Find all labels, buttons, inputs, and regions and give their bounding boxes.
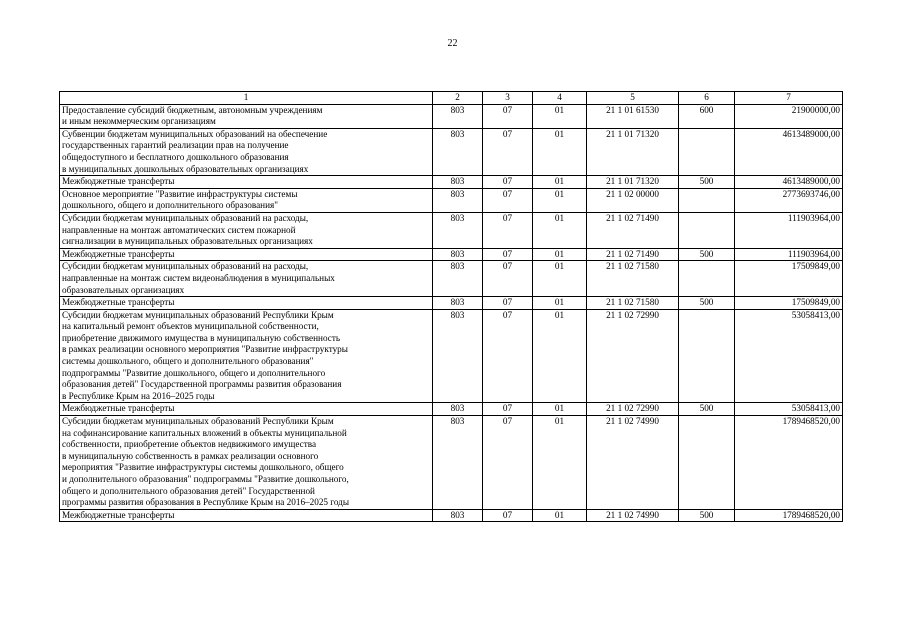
row-name-cell: Предоставление субсидий бюджетным, автономным учреждениям и иным некоммерческим организациям — [60, 104, 433, 128]
row-section-cell: 07 — [483, 261, 533, 297]
row-code-cell: 803 — [433, 128, 483, 175]
row-target-article-cell: 21 1 02 71490 — [587, 248, 679, 261]
row-name-cell: Основное мероприятие "Развитие инфраструктуры системы дошкольного, общего и дополнительного образования" — [60, 188, 433, 212]
table-row — [60, 261, 843, 297]
row-sum-cell: 17509849,00 — [735, 297, 843, 310]
row-subsection-cell: 01 — [533, 176, 587, 189]
row-name-cell: Субсидии бюджетам муниципальных образований на расходы, направленные на монтаж систем видеонаблюдения в муниципальных образовательных организациях — [60, 261, 433, 297]
table-row — [60, 128, 843, 175]
table-row — [60, 176, 843, 189]
header-row — [60, 92, 843, 105]
row-sum-cell: 21900000,00 — [735, 104, 843, 128]
row-target-article-cell: 21 1 02 74990 — [587, 416, 679, 510]
row-sum-cell: 53058413,00 — [735, 309, 843, 403]
row-sum-cell: 1789468520,00 — [735, 509, 843, 522]
row-code-cell: 803 — [433, 297, 483, 310]
row-section-cell: 07 — [483, 509, 533, 522]
row-name-cell: Субсидии бюджетам муниципальных образований Республики Крым на софинансирование капитальных вложений в объекты муниципальной собственности, приобретение объектов недвижимого имущества в муниципальную собственность в рамках реализации основного мероприятия "Развитие инфраструктуры системы дошкольного, общего и дополнительного образования" подпрограммы "Развитие дошкольного, общего и дополнительного образования детей" Государственной программы развития образования в Республике Крым на 2016–2025 годы — [60, 416, 433, 510]
table-row — [60, 403, 843, 416]
row-section-cell: 07 — [483, 297, 533, 310]
row-target-article-cell: 21 1 02 72990 — [587, 309, 679, 403]
table-row — [60, 416, 843, 510]
header-col-2: 2 — [433, 92, 483, 105]
row-name-cell: Межбюджетные трансферты — [60, 176, 433, 189]
row-section-cell: 07 — [483, 212, 533, 248]
row-code-cell: 803 — [433, 248, 483, 261]
row-name-cell: Межбюджетные трансферты — [60, 403, 433, 416]
row-target-article-cell: 21 1 02 71580 — [587, 297, 679, 310]
row-target-article-cell: 21 1 02 74990 — [587, 509, 679, 522]
row-code-cell: 803 — [433, 416, 483, 510]
row-subsection-cell: 01 — [533, 509, 587, 522]
row-code-cell: 803 — [433, 104, 483, 128]
row-section-cell: 07 — [483, 309, 533, 403]
row-subsection-cell: 01 — [533, 104, 587, 128]
row-sum-cell: 53058413,00 — [735, 403, 843, 416]
row-subsection-cell: 01 — [533, 261, 587, 297]
row-name-cell: Субвенции бюджетам муниципальных образований на обеспечение государственных гарантий реализации прав на получение общедоступного и бесплатного дошкольного образования в муниципальных дошкольных образовательных организациях — [60, 128, 433, 175]
row-expense-type-cell — [679, 261, 735, 297]
row-expense-type-cell: 500 — [679, 248, 735, 261]
row-sum-cell: 1789468520,00 — [735, 416, 843, 510]
row-target-article-cell: 21 1 02 71490 — [587, 212, 679, 248]
row-subsection-cell: 01 — [533, 248, 587, 261]
row-section-cell: 07 — [483, 248, 533, 261]
row-expense-type-cell — [679, 416, 735, 510]
table-body — [60, 104, 843, 522]
row-target-article-cell: 21 1 01 61530 — [587, 104, 679, 128]
row-name-cell: Межбюджетные трансферты — [60, 248, 433, 261]
header-col-6: 6 — [679, 92, 735, 105]
row-sum-cell: 111903964,00 — [735, 212, 843, 248]
row-name-cell: Субсидии бюджетам муниципальных образований на расходы, направленные на монтаж автоматических систем пожарной сигнализации в муниципальных образовательных организациях — [60, 212, 433, 248]
row-expense-type-cell — [679, 309, 735, 403]
row-target-article-cell: 21 1 01 71320 — [587, 128, 679, 175]
header-col-5: 5 — [587, 92, 679, 105]
row-name-cell: Межбюджетные трансферты — [60, 509, 433, 522]
table-row — [60, 297, 843, 310]
row-expense-type-cell — [679, 128, 735, 175]
row-expense-type-cell — [679, 188, 735, 212]
row-sum-cell: 17509849,00 — [735, 261, 843, 297]
row-target-article-cell: 21 1 01 71320 — [587, 176, 679, 189]
row-expense-type-cell: 600 — [679, 104, 735, 128]
header-col-3: 3 — [483, 92, 533, 105]
row-expense-type-cell — [679, 212, 735, 248]
table-row — [60, 104, 843, 128]
row-sum-cell: 111903964,00 — [735, 248, 843, 261]
row-target-article-cell: 21 1 02 00000 — [587, 188, 679, 212]
row-name-cell: Субсидии бюджетам муниципальных образований Республики Крым на капитальный ремонт объектов муниципальной собственности, приобретение движимого имущества в муниципальную собственность в рамках реализации основного мероприятия "Развитие инфраструктуры системы дошкольного, общего и дополнительного образования" подпрограммы "Развитие дошкольного, общего и дополнительного образования детей" Государственной программы развития образования в Республике Крым на 2016–2025 годы — [60, 309, 433, 403]
row-sum-cell: 4613489000,00 — [735, 176, 843, 189]
row-subsection-cell: 01 — [533, 188, 587, 212]
row-sum-cell: 4613489000,00 — [735, 128, 843, 175]
table-row — [60, 309, 843, 403]
row-code-cell: 803 — [433, 176, 483, 189]
header-col-1: 1 — [60, 92, 433, 105]
row-section-cell: 07 — [483, 176, 533, 189]
header-col-7: 7 — [735, 92, 843, 105]
row-section-cell: 07 — [483, 403, 533, 416]
row-section-cell: 07 — [483, 104, 533, 128]
row-section-cell: 07 — [483, 416, 533, 510]
row-subsection-cell: 01 — [533, 212, 587, 248]
row-name-cell: Межбюджетные трансферты — [60, 297, 433, 310]
row-code-cell: 803 — [433, 403, 483, 416]
row-code-cell: 803 — [433, 309, 483, 403]
row-subsection-cell: 01 — [533, 128, 587, 175]
row-code-cell: 803 — [433, 188, 483, 212]
row-section-cell: 07 — [483, 128, 533, 175]
row-expense-type-cell: 500 — [679, 176, 735, 189]
row-sum-cell: 2773693746,00 — [735, 188, 843, 212]
row-code-cell: 803 — [433, 509, 483, 522]
row-expense-type-cell: 500 — [679, 403, 735, 416]
header-col-4: 4 — [533, 92, 587, 105]
row-subsection-cell: 01 — [533, 297, 587, 310]
page-number: 22 — [447, 38, 458, 49]
table-row — [60, 188, 843, 212]
row-subsection-cell: 01 — [533, 403, 587, 416]
table-row — [60, 509, 843, 522]
row-subsection-cell: 01 — [533, 416, 587, 510]
table-row — [60, 248, 843, 261]
row-expense-type-cell: 500 — [679, 297, 735, 310]
row-code-cell: 803 — [433, 212, 483, 248]
row-code-cell: 803 — [433, 261, 483, 297]
budget-table — [59, 91, 843, 522]
row-subsection-cell: 01 — [533, 309, 587, 403]
row-section-cell: 07 — [483, 188, 533, 212]
row-expense-type-cell: 500 — [679, 509, 735, 522]
table-row — [60, 212, 843, 248]
row-target-article-cell: 21 1 02 72990 — [587, 403, 679, 416]
row-target-article-cell: 21 1 02 71580 — [587, 261, 679, 297]
